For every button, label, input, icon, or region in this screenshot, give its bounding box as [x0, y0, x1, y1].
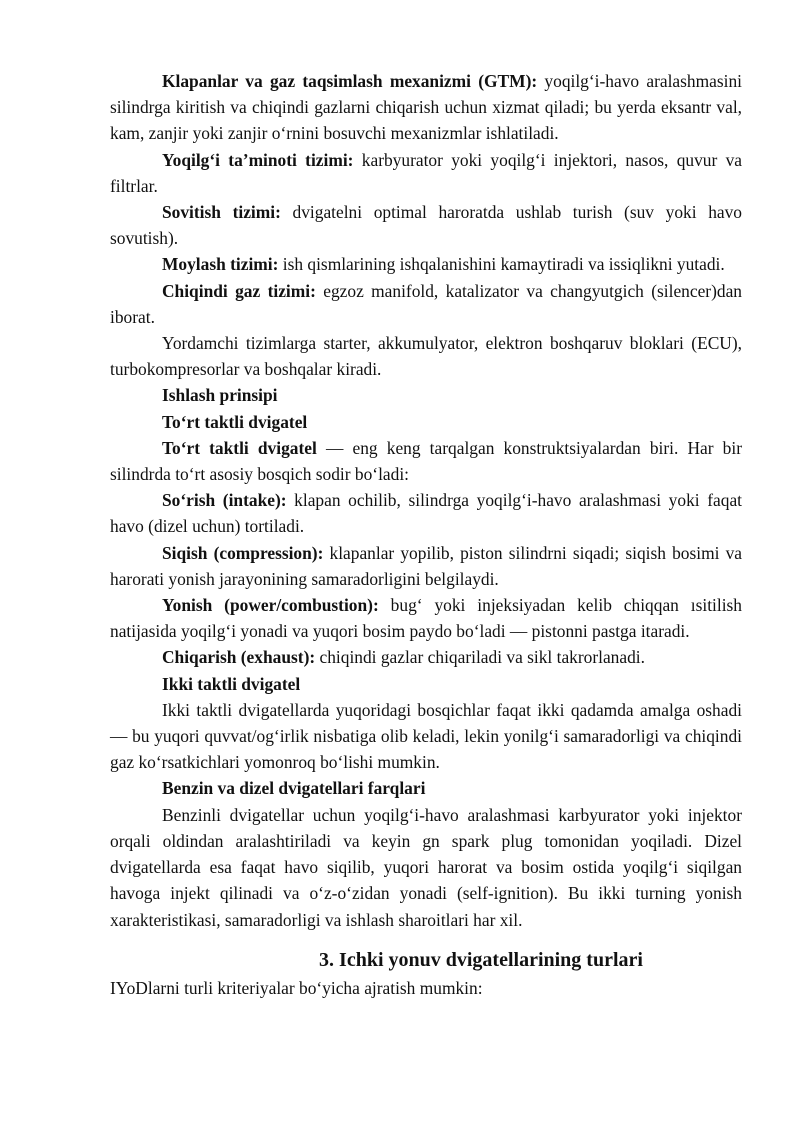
paragraph-exhaust-system [110, 278, 742, 330]
paragraph-lubrication [110, 251, 742, 277]
term-exhaust-system: Chiqindi gaz tizimi: [162, 280, 316, 301]
term-gtm: Klapanlar va gaz taqsimlash mexanizmi (GTM): [162, 71, 538, 91]
text-four-stroke: — eng keng tarqalgan konstruktsiyalardan biri. Har bir silindrda to‘rt asosiy bosqich sodir bo‘ladi: [110, 437, 742, 485]
text-exhaust-system: egzoz manifold, katalizator va changyutgich (silencer)dan iborat. [110, 280, 742, 327]
paragraph-auxiliary [110, 330, 742, 382]
text-exhaust-stroke: chiqindi gazlar chiqariladi va sikl takrorlanadi. [315, 647, 645, 668]
paragraph-four-stroke-intro [110, 435, 742, 487]
term-intake: So‘rish (intake): [162, 490, 287, 511]
paragraph-intake [110, 487, 742, 539]
term-four-stroke: To‘rt taktli dvigatel [162, 437, 317, 458]
heading-two-stroke: Ikki taktli dvigatel [162, 673, 301, 694]
paragraph-combustion [110, 592, 742, 644]
paragraph-exhaust-stroke [110, 644, 742, 670]
paragraph-gtm [110, 68, 742, 147]
term-lubrication: Moylash tizimi: [162, 254, 279, 275]
text-gtm: yoqilg‘i-havo aralashmasini silindrga kiritish va chiqindi gazlarni chiqarish uchun xizmat qiladi; bu yerda eksantr val, kam, zanjir yoki zanjir o‘rnini bosuvchi mexanizmlar ishlatiladi. [110, 71, 742, 144]
term-fuel-supply: Yoqilg‘i ta’minoti tizimi: [162, 149, 354, 170]
paragraph-two-stroke: Ikki taktli dvigatellarda yuqoridagi bosqichlar faqat ikki qadamda amalga oshadi — bu yuqori quvvat/og‘irlik nisbatiga olib keladi, lekin yonilg‘i samaradorligi va chiqindi gaz ko‘rsatkichlari yomonroq bo‘lishi mumkin. [110, 699, 742, 773]
text-combustion: bug‘ yoki injeksiyadan kelib chiqqan ısitilish natijasida yoqilg‘i yonadi va yuqori bosim paydo bo‘ladi — pistonni pastga itaradi. [110, 595, 742, 642]
text-fuel-supply: karbyurator yoki yoqilg‘i injektori, nasos, quvur va filtrlar. [110, 149, 742, 196]
text-lubrication: ish qismlarining ishqalanishini kamaytiradi va issiqlikni yutadi. [278, 254, 725, 275]
term-cooling: Sovitish tizimi: [162, 202, 281, 223]
text-cooling: dvigatelni optimal haroratda ushlab turish (suv yoki havo sovutish). [110, 202, 742, 249]
paragraph-petrol-diesel-differences: Benzinli dvigatellar uchun yoqilg‘i-havo aralashmasi karbyurator yoki injektor orqali oldindan aralashtiriladi va keyin gn spark plug tomonidan yoqiladi. Dizel dvigatellarda esa faqat havo siqilib, yuqori harorat va bosim ostida yoqilg‘i siqilgan havoga injekt qilinadi va o‘z-o‘zidan yonadi (self-ignition). Bu ikki turning yonish xarakteristikasi, samaradorligi va ishlash sharoitlari har xil. [110, 804, 742, 930]
term-exhaust-stroke: Chiqarish (exhaust): [162, 647, 316, 668]
term-combustion: Yonish (power/combustion): [162, 595, 379, 616]
text-intake: klapan ochilib, silindrga yoqilg‘i-havo aralashmasi yoki faqat havo (dizel uchun) tortiladi. [110, 490, 742, 537]
paragraph-cooling [110, 199, 742, 251]
paragraph-fuel-supply [110, 147, 742, 199]
closing-line: IYoDlarni turli kriteriyalar bo‘yicha ajratish mumkin: [110, 977, 483, 998]
section-title: 3. Ichki yonuv dvigatellarining turlari [319, 948, 643, 971]
heading-working-principle: Ishlash prinsipi [162, 385, 278, 406]
heading-petrol-diesel-differences: Benzin va dizel dvigatellari farqlari [162, 778, 426, 799]
heading-four-stroke: To‘rt taktli dvigatel [162, 411, 308, 432]
document-page [110, 68, 742, 1001]
text-auxiliary: Yordamchi tizimlarga starter, akkumulyator, elektron boshqaruv bloklari (ECU), turbokompresorlar va boshqalar kiradi. [110, 333, 742, 380]
paragraph-compression [110, 540, 742, 592]
text-compression: klapanlar yopilib, piston silindrni siqadi; siqish bosimi va harorati yonish jarayonining samaradorligini belgilaydi. [110, 542, 742, 589]
term-compression: Siqish (compression): [162, 542, 324, 563]
